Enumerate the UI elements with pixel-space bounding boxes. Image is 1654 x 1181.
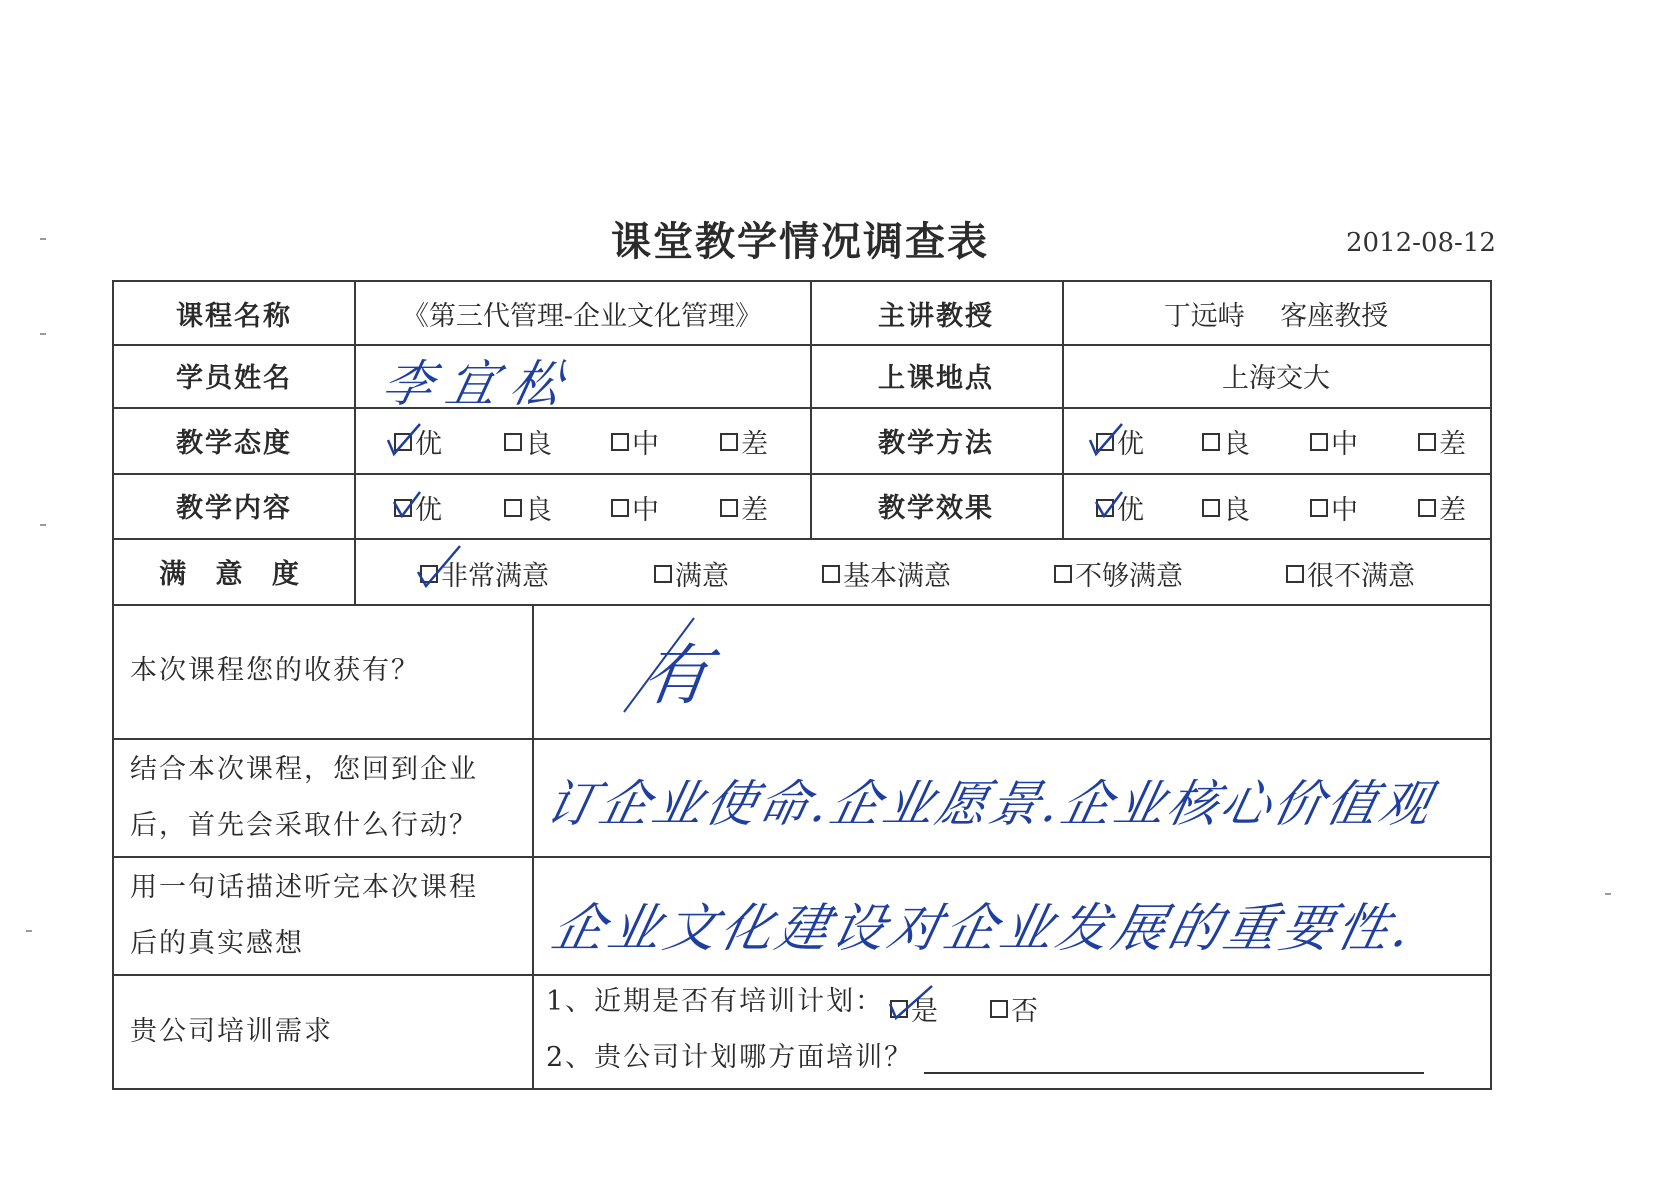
scan-speck <box>40 333 46 335</box>
content-option-average[interactable] <box>611 488 659 527</box>
attitude-option-average[interactable] <box>611 422 659 461</box>
option-label: 非常满意 <box>441 561 549 592</box>
question-feeling-line2: 后的真实感想 <box>130 928 304 959</box>
training-area-question: 2、贵公司计划哪方面培训？ <box>546 1042 914 1073</box>
lecturer-value: 丁远峙 客座教授 <box>1163 300 1389 332</box>
question-action-line2: 后，首先会采取什么行动？ <box>130 810 478 841</box>
option-label: 优 <box>1117 495 1144 526</box>
checkbox-icon <box>611 499 629 517</box>
checkmark-icon <box>384 420 424 460</box>
checkbox-icon <box>1202 499 1220 517</box>
option-label: 差 <box>1439 429 1466 460</box>
survey-form <box>112 280 1492 1090</box>
satisfaction-option-insufficient[interactable] <box>1054 554 1183 593</box>
checkmark-icon <box>414 542 464 592</box>
effect-option-poor[interactable] <box>1418 488 1466 527</box>
option-label: 优 <box>415 429 442 460</box>
method-label: 教学方法 <box>878 427 994 459</box>
option-label: 中 <box>1331 495 1358 526</box>
row-divider <box>114 856 1490 858</box>
effect-option-average[interactable] <box>1310 488 1358 527</box>
method-option-good[interactable] <box>1202 422 1250 461</box>
form-date: 2012-08-12 <box>1346 228 1496 258</box>
option-label: 不够满意 <box>1075 561 1183 592</box>
option-label: 是 <box>911 996 938 1027</box>
checkbox-icon <box>654 565 672 583</box>
option-label: 优 <box>415 495 442 526</box>
checkbox-icon <box>720 433 738 451</box>
answer-action-handwritten[interactable]: 订企业使命.企业愿景.企业核心价值观 <box>540 775 1440 833</box>
question-gains: 本次课程您的收获有？ <box>130 655 420 686</box>
satisfaction-label: 满 意 度 <box>159 558 309 590</box>
checkbox-icon <box>611 433 629 451</box>
location-label: 上课地点 <box>878 363 994 394</box>
col-divider <box>532 604 534 1090</box>
checkbox-icon <box>1202 433 1220 451</box>
method-option-poor[interactable] <box>1418 422 1466 461</box>
scan-speck <box>1605 893 1611 895</box>
form-title: 课堂教学情况调查表 <box>611 219 989 265</box>
scan-speck <box>26 930 32 932</box>
content-option-poor[interactable] <box>720 488 768 527</box>
checkmark-icon <box>390 486 424 520</box>
checkbox-icon <box>504 499 522 517</box>
checkmark-icon <box>1086 420 1126 460</box>
lecturer-label: 主讲教授 <box>878 300 994 332</box>
satisfaction-option-satisfied[interactable] <box>654 554 729 593</box>
checkbox-icon <box>1310 499 1328 517</box>
option-label: 满意 <box>675 561 729 592</box>
question-feeling-line1: 用一句话描述听完本次课程 <box>130 872 478 903</box>
satisfaction-option-very-unsatisfied[interactable] <box>1286 554 1415 593</box>
answer-stroke <box>614 612 734 722</box>
option-label: 很不满意 <box>1307 561 1415 592</box>
training-area-answer-line[interactable] <box>924 1072 1424 1074</box>
effect-option-good[interactable] <box>1202 488 1250 527</box>
course-name-value: 《第三代管理-企业文化管理》 <box>401 300 763 332</box>
checkbox-icon <box>1054 565 1072 583</box>
checkbox-icon <box>1418 499 1436 517</box>
answer-gains-handwritten[interactable]: 有 <box>637 637 715 714</box>
option-label: 良 <box>1223 495 1250 526</box>
option-label: 中 <box>632 495 659 526</box>
checkmark-icon <box>1092 486 1126 520</box>
location-value: 上海交大 <box>1222 363 1330 394</box>
option-label: 良 <box>525 429 552 460</box>
option-label: 中 <box>1331 429 1358 460</box>
checkbox-icon <box>990 1000 1008 1018</box>
satisfaction-option-basic[interactable] <box>822 554 951 593</box>
method-option-average[interactable] <box>1310 422 1358 461</box>
effect-label: 教学效果 <box>878 493 994 524</box>
checkbox-icon <box>1418 433 1436 451</box>
student-name-label: 学员姓名 <box>176 363 292 394</box>
option-label: 基本满意 <box>843 561 951 592</box>
option-label: 优 <box>1117 429 1144 460</box>
training-plan-no[interactable] <box>990 989 1038 1028</box>
attitude-label: 教学态度 <box>176 427 292 459</box>
option-label: 差 <box>741 495 768 526</box>
option-label: 差 <box>741 429 768 460</box>
option-label: 良 <box>525 495 552 526</box>
checkbox-icon <box>720 499 738 517</box>
row-divider <box>114 738 1490 740</box>
course-name-label: 课程名称 <box>176 300 292 332</box>
checkbox-icon <box>822 565 840 583</box>
option-label: 良 <box>1223 429 1250 460</box>
attitude-option-poor[interactable] <box>720 422 768 461</box>
checkbox-icon <box>1286 565 1304 583</box>
student-name-handwritten[interactable]: 李宜松 <box>376 355 582 413</box>
checkbox-icon <box>504 433 522 451</box>
content-option-good[interactable] <box>504 488 552 527</box>
checkmark-icon <box>886 982 936 1022</box>
attitude-option-good[interactable] <box>504 422 552 461</box>
option-label: 否 <box>1011 996 1038 1027</box>
training-plan-question: 1、近期是否有培训计划： <box>546 986 885 1017</box>
row-divider <box>114 604 1490 606</box>
checkbox-icon <box>1310 433 1328 451</box>
training-needs-label: 贵公司培训需求 <box>130 1016 333 1047</box>
scan-speck <box>40 524 46 526</box>
content-label: 教学内容 <box>176 493 292 524</box>
answer-feeling-handwritten[interactable]: 企业文化建设对企业发展的重要性. <box>546 899 1420 959</box>
option-label: 中 <box>632 429 659 460</box>
option-label: 差 <box>1439 495 1466 526</box>
question-action-line1: 结合本次课程，您回到企业 <box>130 754 478 785</box>
